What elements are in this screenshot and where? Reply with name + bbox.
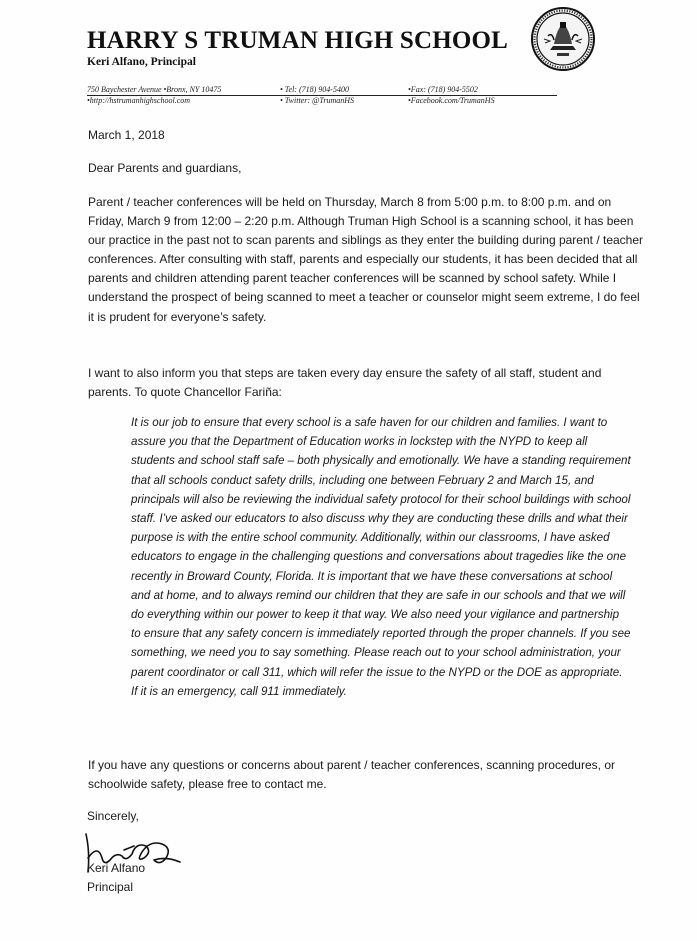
school-name: HARRY S TRUMAN HIGH SCHOOL — [87, 27, 509, 54]
city-seal-icon — [530, 6, 596, 72]
signer-title: Principal — [87, 880, 134, 894]
signer-name: Keri Alfano — [87, 861, 146, 875]
paragraph-safety-intro: I want to also inform you that steps are taken every day ensure the safety of all staff, student and parents. To quote Chancellor Fariña: — [88, 366, 602, 400]
letter-date: March 1, 2018 — [88, 128, 165, 142]
school-phone: • Tel: (718) 904-5400 — [280, 85, 349, 94]
principal-line: Keri Alfano, Principal — [87, 56, 196, 68]
closing: Sincerely, — [87, 809, 139, 823]
paragraph-contact: If you have any questions or concerns about parent / teacher conferences, scanning procedures, or schoolwide safety, please free to contact me. — [88, 758, 615, 792]
paragraph-conferences: Parent / teacher conferences will be held on Thursday, March 8 from 5:00 p.m. to 8:00 p.m. and on Friday, March 9 from 12:00 – 2:20 p.m. Although Truman High School is a scanning school, it has been our practice in the past not to scan parents and siblings as they enter the building during parent / teacher conferences. After consulting with staff, parents and especially our students, it has been decided that all parents and children attending parent teacher conferences will be scanned by school safety. While I understand the prospect of being scanned to meet a teacher or counselor might seem extreme, I do feel it is prudent for everyone’s safety. — [88, 195, 644, 324]
chancellor-quote: It is our job to ensure that every school is a safe haven for our children and families. I want to assure you that the Department of Education works in lockstep with the NYPD to keep all students and school staff safe – both physically and emotionally. We have a standing requirement that all schools conduct safety drills, including one between February 2 and March 15, and principals will also be reviewing the individual safety protocol for their school buildings with school staff. I’ve asked our educators to also discuss why they are conducting these drills and what their purpose is with the entire school community. Additionally, within our classrooms, I have asked educators to engage in the challenging questions and conversations about tragedies like the one recently in Broward County, Florida. It is important that we have these conversations at school and at home, and to always remind our children that they are safe in our schools and that we will do everything within our power to keep it that way. We also need your vigilance and partnership to ensure that any safety concern is immediately reported through the proper channels. If you see something, we need you to say something. Please reach out to your school administration, your parent coordinator or call 311, which will refer the issue to the NYPD or the DOE as appropriate. If it is an emergency, call 911 immediately. — [131, 416, 631, 698]
salutation: Dear Parents and guardians, — [88, 161, 242, 175]
school-address: 750 Baychester Avenue •Bronx, NY 10475 — [87, 85, 222, 94]
school-facebook: •Facebook.com/TrumanHS — [408, 96, 495, 105]
letterhead-rule — [87, 95, 557, 96]
school-twitter: • Twitter: @TrumanHS — [280, 96, 355, 105]
school-fax: •Fax: (718) 904-5502 — [408, 85, 478, 94]
school-website: •http://hstrumanhighschool.com — [87, 96, 191, 105]
